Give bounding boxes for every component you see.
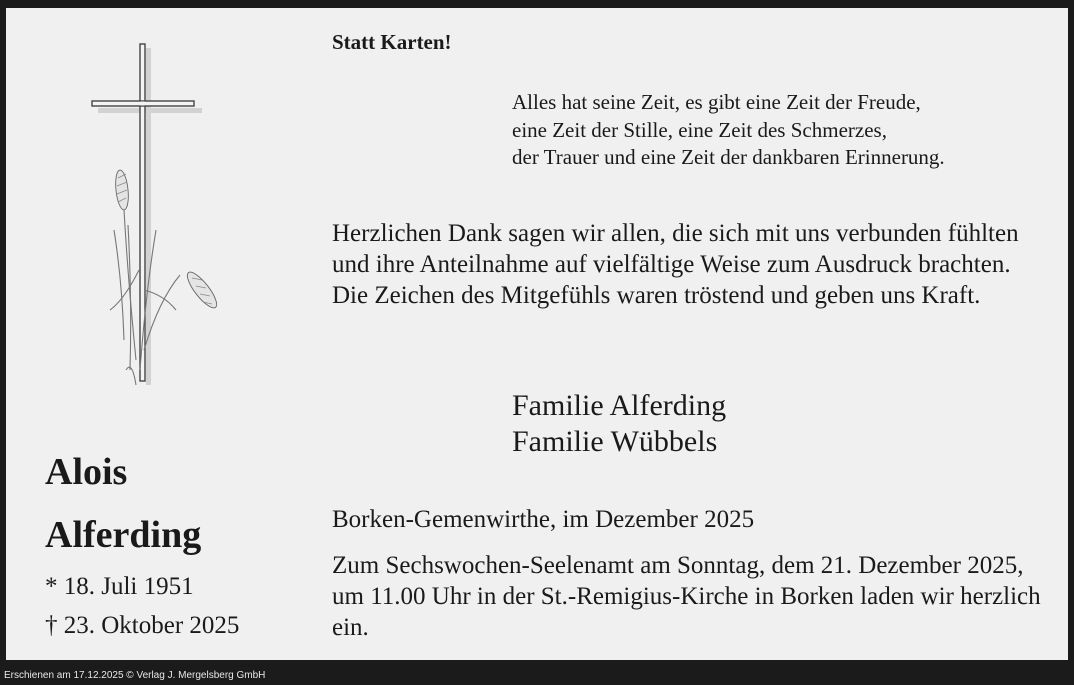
- deceased-last-name: Alferding: [45, 514, 202, 556]
- thanks-paragraph: Herzlichen Dank sagen wir allen, die sich mit uns verbunden fühlten und ihre Anteilnahme auf vielfältige Weise zum Ausdruck brachten. Die Zeichen des Mitgefühls waren tröstend und geben uns Kraft.: [332, 220, 1019, 309]
- family-name: Familie Alferding: [512, 389, 727, 422]
- notice-heading: Statt Karten!: [332, 30, 452, 54]
- quote-line: der Trauer und eine Zeit der dankbaren Erinnerung.: [512, 145, 945, 169]
- quote-line: eine Zeit der Stille, eine Zeit des Schmerzes,: [512, 117, 887, 142]
- quote-line: Alles hat seine Zeit, es gibt eine Zeit der Freude,: [512, 90, 921, 114]
- family-name: Familie Wübbels: [512, 425, 718, 458]
- death-date: † 23. Oktober 2025: [45, 612, 240, 639]
- family-signatures: [512, 388, 726, 460]
- quote-block: [512, 89, 945, 172]
- place-date: Borken-Gemenwirthe, im Dezember 2025: [332, 506, 755, 533]
- birth-date: * 18. Juli 1951: [45, 573, 194, 600]
- cross-with-wheat-icon: [84, 40, 234, 390]
- publication-credit: Erschienen am 17.12.2025 © Verlag J. Mergelsberg GmbH: [4, 670, 266, 681]
- service-announcement: Zum Sechswochen-Seelenamt am Sonntag, dem 21. Dezember 2025, um 11.00 Uhr in der St.-Remigius-Kirche in Borken laden wir herzlich ein.: [332, 552, 1041, 641]
- deceased-first-name: Alois: [45, 451, 128, 493]
